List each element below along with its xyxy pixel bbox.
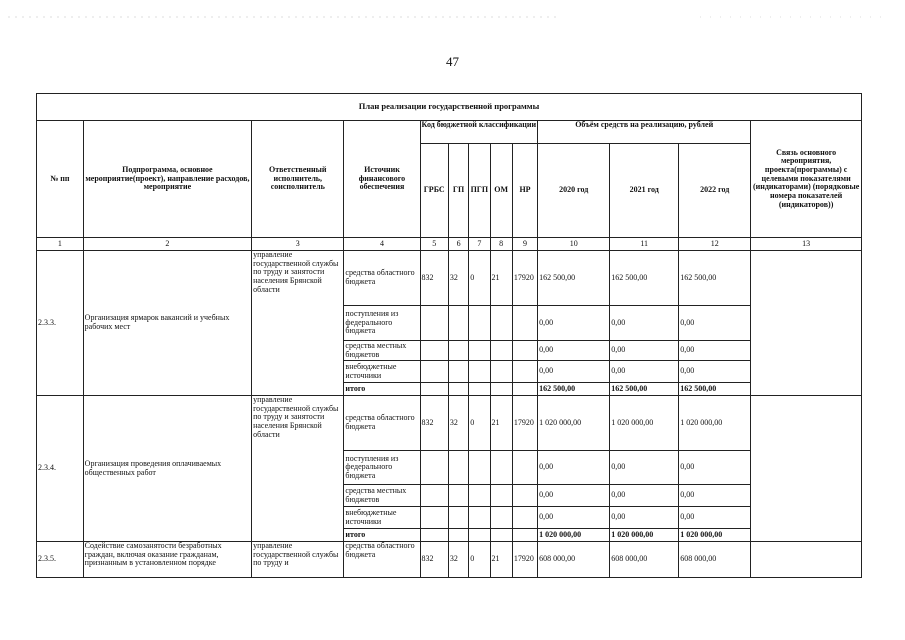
- pgp-code: 0: [469, 542, 490, 578]
- column-number-row: [37, 238, 862, 251]
- indicator-link-cell: [751, 251, 862, 396]
- amount-2021: 0,00: [610, 341, 679, 361]
- indicator-link-cell: [751, 542, 862, 578]
- responsible-executor: управление государственной службы по труду и: [252, 542, 344, 578]
- amount-2020: 162 500,00: [538, 251, 610, 306]
- amount-2022: 0,00: [679, 361, 751, 383]
- gp-code: 32: [448, 396, 468, 451]
- header-year-2022: 2022 год: [679, 144, 751, 238]
- total-2022: 1 020 000,00: [679, 529, 751, 542]
- table-title: План реализации государственной программы: [37, 94, 862, 121]
- header-pgp: ПГП: [469, 144, 490, 238]
- amount-2021: 1 020 000,00: [610, 396, 679, 451]
- column-number: 11: [610, 238, 679, 251]
- header-grbs: ГРБС: [420, 144, 448, 238]
- scan-artifact-line: [0, 14, 905, 20]
- column-number: 8: [490, 238, 512, 251]
- funding-source: средства областного бюджета: [344, 396, 420, 451]
- grbs-code: 832: [420, 251, 448, 306]
- amount-2020: 0,00: [538, 451, 610, 485]
- header-source: Источник финансового обеспечения: [344, 121, 420, 238]
- om-code: 21: [490, 396, 512, 451]
- amount-2020: 0,00: [538, 306, 610, 341]
- column-number: 5: [420, 238, 448, 251]
- total-2020: 162 500,00: [538, 383, 610, 396]
- grbs-code: 832: [420, 542, 448, 578]
- amount-2020: 0,00: [538, 361, 610, 383]
- amount-2022: 0,00: [679, 306, 751, 341]
- measure-number: 2.3.4.: [37, 396, 84, 542]
- amount-2021: 162 500,00: [610, 251, 679, 306]
- total-2020: 1 020 000,00: [538, 529, 610, 542]
- column-number: 4: [344, 238, 420, 251]
- column-number: 13: [751, 238, 862, 251]
- amount-2020: 1 020 000,00: [538, 396, 610, 451]
- responsible-executor: управление государственной службы по труду и занятости населения Брянской области: [252, 251, 344, 396]
- header-funding-volume: Объём средств на реализацию, рублей: [538, 121, 751, 144]
- funding-source: поступления из федерального бюджета: [344, 306, 420, 341]
- amount-2020: 0,00: [538, 507, 610, 529]
- pgp-code: 0: [469, 251, 490, 306]
- responsible-executor: управление государственной службы по труду и занятости населения Брянской области: [252, 396, 344, 542]
- table-row: [37, 251, 862, 306]
- amount-2021: 0,00: [610, 451, 679, 485]
- header-gp: ГП: [448, 144, 468, 238]
- table-row: [37, 396, 862, 451]
- page-number: 47: [446, 54, 459, 69]
- header-num: № пп: [37, 121, 84, 238]
- amount-2021: 0,00: [610, 306, 679, 341]
- gp-code: 32: [448, 542, 468, 578]
- header-year-2021: 2021 год: [610, 144, 679, 238]
- om-code: 21: [490, 542, 512, 578]
- funding-source: внебюджетные источники: [344, 361, 420, 383]
- table-row: [37, 542, 862, 578]
- header-executor: Ответственный исполнитель, соисполнитель: [252, 121, 344, 238]
- total-2021: 162 500,00: [610, 383, 679, 396]
- np-code: 17920: [512, 396, 537, 451]
- measure-number: 2.3.5.: [37, 542, 84, 578]
- column-number: 10: [538, 238, 610, 251]
- funding-source: средства областного бюджета: [344, 542, 420, 578]
- amount-2022: 608 000,00: [679, 542, 751, 578]
- amount-2021: 0,00: [610, 507, 679, 529]
- amount-2021: 608 000,00: [610, 542, 679, 578]
- program-plan-table: [36, 93, 862, 578]
- funding-source: средства местных бюджетов: [344, 341, 420, 361]
- amount-2021: 0,00: [610, 485, 679, 507]
- amount-2022: 0,00: [679, 341, 751, 361]
- grbs-code: 832: [420, 396, 448, 451]
- measure-name: Содействие самозанятости безработных граждан, включая оказание гражданам, признанным в установленном порядке: [83, 542, 251, 578]
- funding-source: средства местных бюджетов: [344, 485, 420, 507]
- column-number: 12: [679, 238, 751, 251]
- header-np: НР: [512, 144, 537, 238]
- funding-source-total: итого: [344, 383, 420, 396]
- pgp-code: 0: [469, 396, 490, 451]
- np-code: 17920: [512, 542, 537, 578]
- gp-code: 32: [448, 251, 468, 306]
- indicator-link-cell: [751, 396, 862, 542]
- column-number: 2: [83, 238, 251, 251]
- amount-2022: 1 020 000,00: [679, 396, 751, 451]
- header-budget-classification: Код бюджетной классификации: [420, 121, 538, 144]
- column-number: 6: [448, 238, 468, 251]
- amount-2020: 0,00: [538, 341, 610, 361]
- total-2022: 162 500,00: [679, 383, 751, 396]
- column-number: 3: [252, 238, 344, 251]
- amount-2022: 0,00: [679, 485, 751, 507]
- column-number: 9: [512, 238, 537, 251]
- amount-2022: 0,00: [679, 451, 751, 485]
- funding-source-total: итого: [344, 529, 420, 542]
- om-code: 21: [490, 251, 512, 306]
- amount-2022: 162 500,00: [679, 251, 751, 306]
- header-indicator-link: Связь основного мероприятия, проекта(программы) с целевыми показателями (индикаторами) (порядковые номера показателей (индикаторов)): [751, 121, 862, 238]
- header-subprogram: Подпрограмма, основное мероприятие(проект), направление расходов, мероприятие: [83, 121, 251, 238]
- measure-name: Организация проведения оплачиваемых общественных работ: [83, 396, 251, 542]
- amount-2020: 0,00: [538, 485, 610, 507]
- funding-source: поступления из федерального бюджета: [344, 451, 420, 485]
- measure-name: Организация ярмарок вакансий и учебных рабочих мест: [83, 251, 251, 396]
- header-year-2020: 2020 год: [538, 144, 610, 238]
- total-2021: 1 020 000,00: [610, 529, 679, 542]
- funding-source: средства областного бюджета: [344, 251, 420, 306]
- amount-2020: 608 000,00: [538, 542, 610, 578]
- measure-number: 2.3.3.: [37, 251, 84, 396]
- np-code: 17920: [512, 251, 537, 306]
- amount-2021: 0,00: [610, 361, 679, 383]
- column-number: 1: [37, 238, 84, 251]
- column-number: 7: [469, 238, 490, 251]
- amount-2022: 0,00: [679, 507, 751, 529]
- funding-source: внебюджетные источники: [344, 507, 420, 529]
- header-om: ОМ: [490, 144, 512, 238]
